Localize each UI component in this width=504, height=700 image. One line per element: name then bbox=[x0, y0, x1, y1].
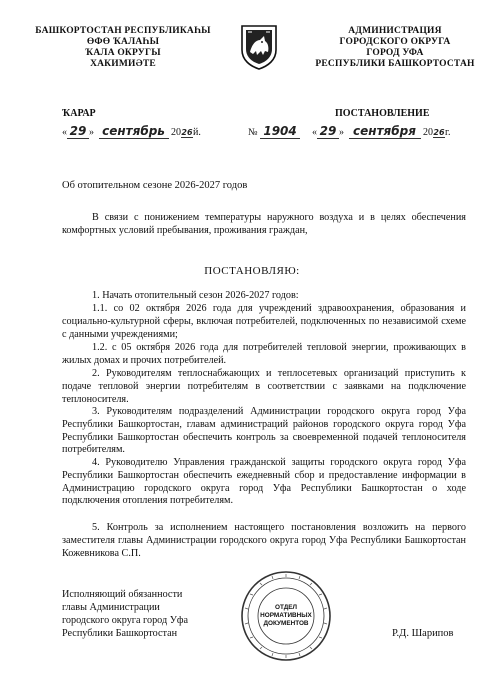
date-left-year-tail: й. bbox=[193, 127, 201, 138]
date-right-day: 29 bbox=[317, 124, 339, 139]
stamp-text bbox=[238, 604, 334, 628]
stamp-line: ОТДЕЛ bbox=[274, 604, 297, 611]
date-left-close-quote: » bbox=[89, 127, 94, 138]
date-right-open-quote: « bbox=[312, 127, 317, 138]
decree-item-2: 2. Руководителям теплоснабжающих и теплосетевых организаций приступить к подаче тепловой энергии потребителям в соответствии с заявками на подключение теплоносителя. bbox=[62, 368, 466, 405]
document-title: Об отопительном сезоне 2026-2027 годов bbox=[62, 180, 248, 191]
header-right-line: АДМИНИСТРАЦИЯ bbox=[348, 26, 442, 36]
city-coat-of-arms-icon bbox=[238, 22, 280, 70]
doc-type-karar: ҠАРАР bbox=[62, 108, 96, 119]
decree-item-1-1: 1.1. со 02 октября 2026 года для учреждений здравоохранения, образования и социально-культурной сферы, включая потребителей, подключенных по независимой схеме с данными учреждениями; bbox=[62, 303, 466, 340]
signature-line: главы Администрации bbox=[62, 602, 160, 613]
date-left-day: 29 bbox=[67, 124, 89, 139]
header-left-line: ӨФӨ ҠАЛАҺЫ bbox=[86, 37, 160, 47]
date-left-year-prefix: 20 bbox=[171, 127, 181, 138]
stamp-line: ДОКУМЕНТОВ bbox=[263, 620, 309, 627]
decree-item-4: 4. Руководителю Управления гражданской защиты городского округа город Уфа Республики Башкортостан обеспечить ежедневный сбор и предоставление информации в Администрацию городского округа город Уфа Республики Башкортостан о ходе подключения отопления потребителям. bbox=[62, 457, 466, 507]
header-left-line: БАШКОРТОСТАН РЕСПУБЛИКАҺЫ bbox=[35, 26, 211, 36]
stamp-line: НОРМАТИВНЫХ bbox=[260, 612, 312, 619]
signature-block bbox=[62, 588, 252, 640]
header-left-line: ҠАЛА ОКРУГЫ bbox=[85, 48, 161, 58]
date-left-open-quote: « bbox=[62, 127, 67, 138]
date-left-year-suffix: 26 bbox=[181, 128, 193, 137]
header-right-line: ГОРОДСКОГО ОКРУГА bbox=[339, 37, 451, 47]
signature-line: Исполняющий обязанности bbox=[62, 589, 183, 600]
number-label: № bbox=[248, 127, 258, 138]
preamble-paragraph: В связи с понижением температуры наружного воздуха и в целях обеспечения комфортных условий пребывания, проживания граждан, bbox=[62, 212, 466, 236]
date-left-month: сентябрь bbox=[99, 124, 169, 139]
header-right bbox=[300, 26, 490, 70]
date-left bbox=[62, 124, 201, 142]
date-right bbox=[312, 124, 450, 142]
decree-item-1-2: 1.2. с 05 октября 2026 года для потребителей тепловой энергии, проживающих в жилых домах и прочих потребителей. bbox=[62, 342, 466, 366]
date-right-year-suffix: 26 bbox=[433, 128, 445, 137]
decree-item-3: 3. Руководителям подразделений Администрации городского округа город Уфа Республики Башкортостан, главам администраций районов городского округа город Уфа Республики Башкортостан обеспечить контроль за своевременной подачей теплоносителя потребителям. bbox=[62, 406, 466, 456]
official-stamp bbox=[238, 568, 334, 664]
doc-type-postanovlenie: ПОСТАНОВЛЕНИЕ bbox=[335, 108, 430, 119]
decree-heading: ПОСТАНОВЛЯЮ: bbox=[204, 265, 300, 277]
header-left bbox=[28, 26, 218, 70]
date-right-year-prefix: 20 bbox=[423, 127, 433, 138]
decree-item-5: 5. Контроль за исполнением настоящего постановления возложить на первого заместителя главы Администрации городского округа город Уфа Республики Башкортостан Кожевникова С.П. bbox=[62, 522, 466, 559]
number-value: 1904 bbox=[260, 124, 300, 139]
signature-line: городского округа город Уфа bbox=[62, 615, 189, 626]
header-right-line: РЕСПУБЛИКИ БАШКОРТОСТАН bbox=[315, 59, 475, 69]
date-right-year-tail: г. bbox=[445, 127, 451, 138]
date-right-close-quote: » bbox=[339, 127, 344, 138]
document-number bbox=[248, 124, 300, 142]
header-left-line: ХАКИМИӘТЕ bbox=[90, 59, 156, 69]
signature-line: Республики Башкортостан bbox=[62, 628, 178, 639]
decree-item-1: 1. Начать отопительный сезон 2026-2027 годов: bbox=[92, 290, 299, 301]
date-right-month: сентября bbox=[349, 124, 421, 139]
header-right-line: ГОРОД УФА bbox=[366, 48, 424, 58]
signatory-name: Р.Д. Шарипов bbox=[392, 628, 454, 639]
